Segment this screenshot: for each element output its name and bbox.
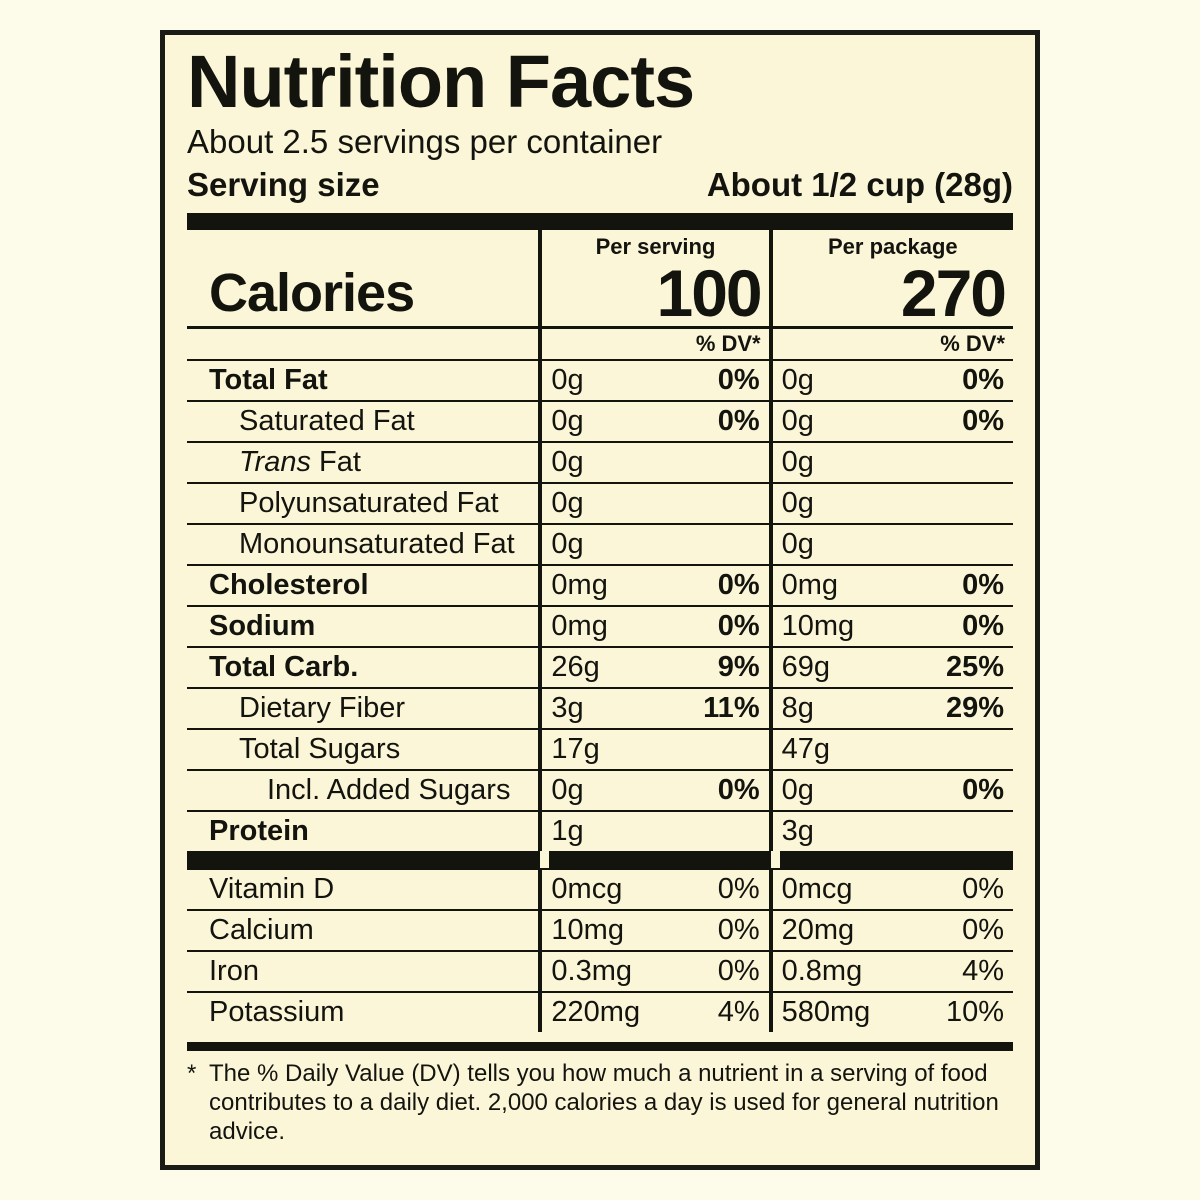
section-divider-band	[187, 851, 1013, 869]
nutrient-name: Total Fat	[187, 360, 540, 401]
page-title: Nutrition Facts	[187, 40, 695, 123]
nutrient-serving-dv: 0%	[651, 770, 770, 811]
footnote-divider-bar	[187, 1042, 1013, 1051]
table-row	[187, 992, 1013, 1032]
nutrient-package-amount: 47g	[771, 729, 890, 770]
nutrient-package-dv	[890, 811, 1013, 851]
nutrient-serving-dv: 9%	[651, 647, 770, 688]
nutrient-name: Protein	[187, 811, 540, 851]
nutrient-package-amount: 0g	[771, 524, 890, 565]
nutrient-package-amount: 3g	[771, 811, 890, 851]
calories-row	[187, 260, 1013, 328]
micronutrient-serving-dv: 0%	[651, 869, 770, 910]
nutrient-serving-dv	[651, 729, 770, 770]
dv-header-row	[187, 327, 1013, 360]
table-row	[187, 729, 1013, 770]
nutrient-name: Total Sugars	[187, 729, 540, 770]
nutrient-package-dv	[890, 729, 1013, 770]
divider-segment-serving	[540, 851, 770, 869]
nutrient-name-italic: Trans	[239, 445, 311, 478]
nutrient-package-dv	[890, 442, 1013, 483]
nutrient-name: Cholesterol	[187, 565, 540, 606]
column-header-per-package: Per package	[771, 230, 1013, 260]
column-header-per-serving: Per serving	[540, 230, 770, 260]
nutrient-name: Dietary Fiber	[187, 688, 540, 729]
table-row	[187, 524, 1013, 565]
nutrient-serving-dv	[651, 483, 770, 524]
nutrient-package-amount: 0mg	[771, 565, 890, 606]
nutrient-package-dv: 0%	[890, 401, 1013, 442]
nutrient-package-dv: 0%	[890, 360, 1013, 401]
nutrient-package-dv: 29%	[890, 688, 1013, 729]
nutrient-serving-dv: 0%	[651, 401, 770, 442]
footnote-text: The % Daily Value (DV) tells you how much a nutrient in a serving of food contributes to a daily diet. 2,000 calories a day is used for general nutrition advice.	[209, 1059, 999, 1146]
micronutrient-package-amount: 0.8mg	[771, 951, 890, 992]
micronutrient-package-dv: 10%	[890, 992, 1013, 1032]
micronutrient-package-dv: 4%	[890, 951, 1013, 992]
nutrient-package-dv: 0%	[890, 565, 1013, 606]
nutrient-package-amount: 0g	[771, 401, 890, 442]
nutrient-serving-amount: 0g	[540, 770, 651, 811]
nutrient-package-amount: 0g	[771, 442, 890, 483]
micronutrient-name: Potassium	[187, 992, 540, 1032]
column-header-spacer	[187, 230, 540, 260]
nutrient-serving-amount: 3g	[540, 688, 651, 729]
nutrient-package-amount: 0g	[771, 360, 890, 401]
nutrient-package-dv: 25%	[890, 647, 1013, 688]
calories-label: Calories	[209, 262, 415, 323]
nutrient-serving-amount: 0g	[540, 401, 651, 442]
nutrient-serving-dv: 0%	[651, 360, 770, 401]
calories-per-serving: 100	[540, 260, 770, 328]
nutrient-serving-amount: 0mg	[540, 565, 651, 606]
table-row	[187, 565, 1013, 606]
nutrient-name: Monounsaturated Fat	[187, 524, 540, 565]
table-row	[187, 647, 1013, 688]
micronutrient-serving-dv: 0%	[651, 951, 770, 992]
micronutrient-serving-dv: 0%	[651, 910, 770, 951]
nutrient-serving-amount: 0mg	[540, 606, 651, 647]
nutrient-serving-dv	[651, 524, 770, 565]
table-row	[187, 483, 1013, 524]
micronutrient-name: Iron	[187, 951, 540, 992]
nutrient-package-amount: 8g	[771, 688, 890, 729]
micronutrient-name: Calcium	[187, 910, 540, 951]
nutrient-name: Saturated Fat	[187, 401, 540, 442]
nutrient-package-amount: 69g	[771, 647, 890, 688]
nutrient-name: Polyunsaturated Fat	[187, 483, 540, 524]
nutrient-serving-amount: 1g	[540, 811, 651, 851]
label-header	[165, 35, 1035, 205]
nutrient-package-dv: 0%	[890, 770, 1013, 811]
calories-per-package: 270	[771, 260, 1013, 328]
micronutrient-package-dv: 0%	[890, 869, 1013, 910]
nutrient-serving-amount: 0g	[540, 524, 651, 565]
nutrient-serving-dv: 0%	[651, 606, 770, 647]
serving-size-value: About 1/2 cup (28g)	[706, 166, 1013, 204]
table-row	[187, 811, 1013, 851]
micronutrient-serving-amount: 220mg	[540, 992, 651, 1032]
nutrient-serving-dv	[651, 442, 770, 483]
table-row	[187, 606, 1013, 647]
servings-per-container: About 2.5 servings per container	[187, 123, 663, 161]
nutrient-package-dv: 0%	[890, 606, 1013, 647]
micronutrient-package-amount: 0mcg	[771, 869, 890, 910]
micronutrient-package-dv: 0%	[890, 910, 1013, 951]
table-row	[187, 770, 1013, 811]
dv-header-package: % DV*	[890, 327, 1013, 360]
column-header-row	[187, 230, 1013, 260]
dv-header-spacer-package	[771, 327, 890, 360]
nutrient-serving-amount: 26g	[540, 647, 651, 688]
nutrient-name: Sodium	[187, 606, 540, 647]
serving-size-row	[187, 162, 1013, 205]
table-row	[187, 688, 1013, 729]
table-row	[187, 869, 1013, 910]
nutrient-package-dv	[890, 524, 1013, 565]
micronutrient-package-amount: 580mg	[771, 992, 890, 1032]
nutrient-serving-amount: 0g	[540, 442, 651, 483]
nutrient-name: Trans Fat	[187, 442, 540, 483]
nutrient-package-dv	[890, 483, 1013, 524]
dv-header-serving: % DV*	[651, 327, 770, 360]
divider-segment-package	[771, 851, 1013, 869]
table-row	[187, 442, 1013, 483]
serving-size-label: Serving size	[187, 166, 380, 204]
table-row	[187, 401, 1013, 442]
nutrient-name: Incl. Added Sugars	[187, 770, 540, 811]
micronutrient-serving-amount: 10mg	[540, 910, 651, 951]
divider-segment-name	[187, 851, 540, 869]
micronutrient-serving-amount: 0mcg	[540, 869, 651, 910]
micronutrient-serving-dv: 4%	[651, 992, 770, 1032]
nutrition-facts-label	[160, 30, 1040, 1170]
nutrient-serving-dv: 11%	[651, 688, 770, 729]
table-row	[187, 951, 1013, 992]
nutrient-serving-amount: 0g	[540, 360, 651, 401]
micronutrient-package-amount: 20mg	[771, 910, 890, 951]
nutrient-serving-dv	[651, 811, 770, 851]
nutrient-serving-amount: 0g	[540, 483, 651, 524]
nutrition-table	[187, 230, 1013, 1032]
nutrient-package-amount: 10mg	[771, 606, 890, 647]
nutrient-serving-dv: 0%	[651, 565, 770, 606]
footnote-marker: *	[187, 1059, 197, 1087]
nutrient-name: Total Carb.	[187, 647, 540, 688]
table-row	[187, 910, 1013, 951]
nutrient-package-amount: 0g	[771, 483, 890, 524]
dv-header-spacer-serving	[540, 327, 651, 360]
micronutrient-name: Vitamin D	[187, 869, 540, 910]
table-row	[187, 360, 1013, 401]
header-divider-bar	[187, 213, 1013, 230]
nutrition-table-wrap	[165, 230, 1035, 1032]
micronutrient-serving-amount: 0.3mg	[540, 951, 651, 992]
dv-header-spacer	[187, 327, 540, 360]
nutrient-serving-amount: 17g	[540, 729, 651, 770]
footnote	[165, 1051, 1035, 1147]
nutrient-package-amount: 0g	[771, 770, 890, 811]
